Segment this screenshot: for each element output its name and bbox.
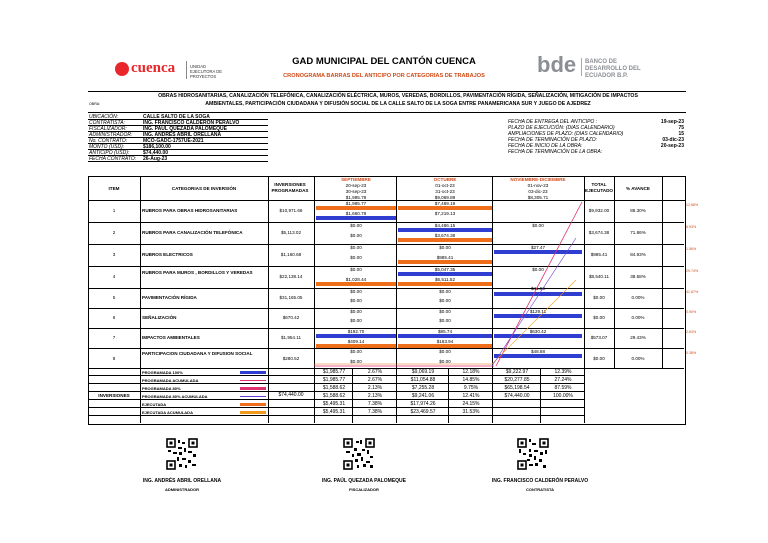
summary-sep: $1,985.77: [322, 377, 346, 383]
row-share: 1.56%: [686, 247, 697, 251]
row-share: 2.63%: [686, 330, 697, 334]
sep-executed: $0.00: [350, 255, 362, 260]
summary-sep-pct: 7.38%: [367, 409, 383, 415]
info-value: 20-sep-23: [660, 143, 684, 149]
sep-executed: $0.00: [350, 233, 362, 238]
row-investment: $1,160.68: [280, 252, 302, 257]
bde-logo-text: bde: [537, 52, 577, 77]
oct-programmed: $0.00: [439, 349, 451, 354]
legend-executed-cumulative: [240, 411, 266, 414]
qr-icon: [166, 438, 198, 470]
legend-programmed-cumulative: [240, 380, 266, 381]
summary-row-label: EJECUTADA: [142, 402, 167, 407]
info-value: ING. ANDRÉS ABRIL ORELLANA: [143, 132, 222, 138]
row-avance: 38.58%: [630, 274, 646, 279]
row-item: 1: [112, 208, 116, 213]
summary-row-label: EJECUTADA ACUMULADA: [142, 410, 193, 415]
oct-executed: $0.00: [439, 359, 451, 364]
oct-programmed: $0.00: [439, 245, 451, 250]
row-total: $9,932.00: [588, 208, 610, 213]
month-header: NOVIEMBRE-DICIEMBRE: [510, 177, 566, 182]
summary-oct: $23,469.57: [410, 409, 436, 415]
obra-label: OBRA:: [89, 102, 101, 106]
row-avance: 0.00%: [631, 315, 645, 320]
info-label: MONTO (USD):: [89, 144, 125, 150]
month-total: $8,305.71: [527, 195, 549, 200]
sep-executed: $1,028.44: [345, 277, 367, 282]
col-investment-header: INVERSIONES PROGRAMADAS: [271, 182, 309, 193]
info-value: 75: [678, 125, 684, 131]
row-category: PARTICIPACION CIUDADANA Y DIFUSION SOCIAL: [142, 351, 253, 356]
legend-programmed-80-cumulative: [240, 396, 266, 397]
summary-sep: $1,588.62: [322, 385, 346, 391]
nov-programmed: $27.47: [530, 245, 546, 250]
qr-code-fiscalizador: [343, 438, 375, 470]
logo-bde: [537, 52, 677, 81]
executed-cumulative-line-rise: [492, 280, 576, 364]
row-item: 5: [112, 295, 116, 300]
oct-programmed: $0.00: [439, 289, 451, 294]
cuenca-logo-text: cuenca: [131, 60, 176, 76]
sep-programmed: $0.00: [350, 267, 362, 272]
cuenca-unit-text: UNIDAD EJECUTORA DE PROYECTOS: [190, 64, 223, 79]
page-title: GAD MUNICIPAL DEL CANTÓN CUENCA: [292, 56, 476, 67]
summary-oct-pct: 12.18%: [462, 369, 480, 375]
info-value: 15: [678, 131, 684, 137]
sep-executed: $0.00: [350, 318, 362, 323]
summary-nov: $9,222.97: [505, 369, 529, 375]
summary-total: $74,440.00: [278, 392, 304, 398]
summary-nov: $20,277.85: [504, 377, 530, 383]
summary-oct-pct: 14.85%: [462, 377, 480, 383]
oct-programmed: $0.00: [439, 309, 451, 314]
row-share: 0.90%: [686, 310, 697, 314]
summary-oct-pct: 9.75%: [463, 385, 479, 391]
info-label: FECHA DE TERMINACIÓN DE LA OBRA:: [508, 149, 603, 155]
row-total: $0.00: [593, 295, 605, 300]
row-item: 4: [112, 274, 116, 279]
row-investment: $22,138.14: [279, 274, 303, 279]
row-avance: 0.00%: [631, 356, 645, 361]
row-category: RUBROS PARA OBRAS HIDROSANITARIAS: [142, 208, 238, 213]
row-item: 2: [112, 230, 116, 235]
oct-programmed: $5,047.35: [434, 267, 456, 272]
qr-code-administrador: [166, 438, 198, 470]
row-avance: 29.43%: [630, 335, 646, 340]
info-label: FECHA DE ENTREGA DEL ANTICIPO :: [508, 119, 598, 125]
month-range-start: 01-nov-23: [527, 183, 549, 188]
signature-name: ING. FRANCISCO CALDERÓN PERALVO: [491, 478, 589, 484]
info-label: ADMINISTRADOR:: [89, 132, 133, 138]
row-total: $0.00: [593, 315, 605, 320]
row-category: SEÑALIZACIÓN: [142, 315, 177, 320]
legend-executed: [240, 403, 266, 406]
signature-role: ADMINISTRADOR: [165, 487, 199, 492]
info-value: ING. FRANCISCO CALDERÓN PERALVO: [143, 120, 240, 126]
summary-nov-pct: 12.39%: [554, 369, 572, 375]
info-label: CONTRATISTA:: [89, 120, 125, 126]
qr-icon: [343, 438, 375, 470]
month-range-start: 01-oct-23: [435, 183, 455, 188]
programmed-cumulative-line-rise: [496, 202, 582, 366]
summary-nov: $65,198.54: [504, 385, 530, 391]
summary-sep: $1,985.77: [322, 369, 346, 375]
programmed-80-line: [492, 238, 576, 366]
info-value: 19-sep-23: [660, 119, 684, 125]
info-label: ANTICIPO (USD):: [89, 150, 130, 156]
signature-name: ING. ANDRÉS ABRIL ORELLANA: [142, 478, 222, 484]
info-value: $74,440.00: [143, 150, 169, 156]
col-item-header: ITEM: [108, 186, 120, 191]
info-label: AMPLIACIONES DE PLAZO: (DIAS CALENDARIO): [508, 131, 624, 137]
qr-icon: [517, 438, 549, 470]
sep-programmed: $0.00: [350, 223, 362, 228]
info-label: FISCALIZADOR:: [89, 126, 127, 132]
info-label: UBICACIÓN:: [89, 114, 119, 120]
oct-executed: $0.00: [439, 318, 451, 323]
sep-executed: $1,660.78: [345, 211, 367, 216]
summary-sep: $5,495.31: [322, 401, 346, 407]
month-range-start: 20-sep-23: [345, 183, 367, 188]
signature-role: FISCALIZADOR: [349, 487, 379, 492]
oct-executed: $985.41: [436, 255, 454, 260]
row-share: 12.68%: [686, 203, 699, 207]
summary-oct: $7,255.28: [411, 385, 435, 391]
row-investment: $10,971.66: [279, 208, 303, 213]
row-category: RUBROS ELECTRICOS: [142, 252, 193, 257]
summary-sep: $5,495.31: [322, 409, 346, 415]
row-share: 6.93%: [686, 225, 697, 229]
summary-oct-pct: 24.15%: [462, 401, 480, 407]
signature-name: ING. PAÚL QUEZADA PALOMEQUE: [322, 478, 406, 484]
info-label: FECHA CONTRATO:: [89, 156, 137, 162]
row-avance: 0.00%: [631, 295, 645, 300]
sep-programmed: $0.00: [350, 349, 362, 354]
row-share: 29.74%: [686, 269, 699, 273]
oct-executed: $7,219.13: [434, 211, 456, 216]
col-category-header: CATEGORIAS DE INVERSIÓN: [171, 186, 237, 191]
row-total: $8,540.11: [588, 274, 610, 279]
info-label: No. CONTRATO:: [89, 138, 128, 144]
summary-label: INVERSIONES: [98, 393, 130, 398]
summary-sep-pct: 2.13%: [367, 385, 383, 391]
summary-sep-pct: 2.67%: [367, 369, 383, 375]
summary-sep: $1,588.62: [322, 393, 346, 399]
row-investment: $31,165.05: [279, 295, 303, 300]
nov-programmed: $41.59: [530, 286, 546, 291]
summary-sep-pct: 2.67%: [367, 377, 383, 383]
sep-executed: $0.00: [350, 359, 362, 364]
sep-executed: $409.14: [347, 339, 365, 344]
summary-nov-pct: 87.59%: [554, 385, 572, 391]
row-total: $3,674.38: [588, 230, 610, 235]
sep-programmed: $1,985.77: [345, 201, 367, 206]
row-avance: 84.93%: [630, 252, 646, 257]
row-investment: $1,954.11: [280, 335, 302, 340]
summary-nov: $74,440.00: [504, 393, 530, 399]
qr-code-contratista: [517, 438, 549, 470]
legend-programmed-100: [240, 371, 266, 374]
info-value: 26-Aug-23: [143, 156, 168, 162]
month-header: SEPTIEMBRE: [341, 177, 371, 182]
row-avance: 86.30%: [630, 208, 646, 213]
row-category: RUBROS PARA CANALIZACIÓN TELEFÓNICA: [142, 230, 243, 235]
row-total: $573.07: [590, 335, 608, 340]
row-category: PAVIMENTACIÓN RÍGIDA: [142, 295, 197, 300]
summary-nov-pct: 27.24%: [554, 377, 572, 383]
info-label: PLAZO DE EJECUCIÓN: (DIAS CALENDARIO): [508, 125, 615, 131]
sep-programmed: $192.70: [347, 329, 365, 334]
row-investment: $280.52: [282, 356, 300, 361]
row-investment: $5,113.02: [280, 230, 302, 235]
nov-programmed: $48.88: [530, 349, 546, 354]
row-item: 8: [112, 356, 116, 361]
sep-executed: $0.00: [350, 298, 362, 303]
info-value: 03-dic-23: [662, 137, 684, 143]
row-investment: $670.42: [282, 315, 300, 320]
nov-programmed: $0.00: [532, 267, 544, 272]
row-category: IMPACTOS AMBIENTALES: [142, 335, 200, 340]
sep-programmed: $0.00: [350, 245, 362, 250]
month-range-end: 30-sep-23: [345, 189, 367, 194]
row-share: 0.38%: [686, 351, 697, 355]
row-avance: 71.86%: [630, 230, 646, 235]
info-label: FECHA DE INICIO DE LA OBRA:: [508, 143, 583, 149]
progress-curves: [314, 200, 586, 368]
summary-oct: $9,069.19: [411, 369, 435, 375]
oct-programmed: $85.74: [437, 329, 453, 334]
summary-oct-pct: 12.41%: [462, 393, 480, 399]
legend-programmed-80: [240, 387, 266, 390]
month-range-end: 03-dic-23: [528, 189, 548, 194]
info-label: FECHA DE TERMINACIÓN DE PLAZO:: [508, 137, 597, 143]
oct-programmed: $7,469.19: [434, 201, 456, 206]
row-item: 3: [112, 252, 116, 257]
month-total: $9,069.89: [434, 195, 456, 200]
summary-nov-pct: 100.00%: [553, 393, 573, 399]
month-header: OCTUBRE: [433, 177, 457, 182]
row-share: 41.87%: [686, 290, 699, 294]
summary-oct: $9,241.06: [411, 393, 435, 399]
summary-row-label: PROGRAMADA 100%: [142, 370, 183, 375]
obra-line-1: OBRAS HIDROSANITARIAS, CANALIZACIÓN TELEFÓNICA, CANALIZACIÓN ELÉCTRICA, MUROS, VEREDAS, BORDILLOS, PAVIMENTACIÓN RÍGIDA, SEÑALIZACIÓN, MITIGACIÓN DE IMPACTOS: [158, 93, 638, 99]
oct-executed: $6,511.52: [434, 277, 456, 282]
summary-row-label: PROGRAMADA ACUMULADA: [142, 378, 199, 383]
summary-oct-pct: 31.53%: [462, 409, 480, 415]
nov-programmed: $129.11: [529, 309, 547, 314]
summary-row-label: PROGRAMADA 80% ACUMULADA: [142, 394, 208, 399]
col-avance-header: % AVANCE: [626, 186, 650, 191]
row-item: 7: [112, 335, 116, 340]
oct-programmed: $4,486.15: [434, 223, 456, 228]
signature-role: CONTRATISTA: [525, 487, 555, 492]
info-value: CALLE SALTO DE LA SOGA: [143, 114, 210, 120]
oct-executed: $163.94: [436, 339, 454, 344]
row-item: 6: [112, 315, 116, 320]
info-value: MCO-GADC-1757UE-2021: [143, 138, 204, 144]
summary-oct: $11,054.88: [410, 377, 436, 383]
sep-programmed: $0.00: [350, 309, 362, 314]
info-value: ING. PAÚL QUEZADA PALOMEQUE: [143, 126, 227, 132]
row-category: RUBROS PARA MUROS , BORDILLOS Y VEREDAS: [142, 270, 253, 275]
summary-oct: $17,974.26: [410, 401, 436, 407]
oct-executed: $0.00: [439, 298, 451, 303]
row-total: $0.00: [593, 356, 605, 361]
row-total: $985.41: [590, 252, 608, 257]
nov-programmed: $630.42: [529, 329, 547, 334]
month-range-end: 31-oct-23: [435, 189, 455, 194]
obra-line-2: AMBIENTALES, PARTICIPACIÓN CIUDADANA Y DIFUSIÓN SOCIAL DE LA CALLE SALTO DE LA SOGA ENTRE PANAMERICANA SUR Y JUEGO DE AJEDREZ: [205, 101, 591, 107]
oct-executed: $3,674.38: [434, 233, 456, 238]
month-total: $1,985.78: [345, 195, 367, 200]
info-value: $186,100.00: [143, 144, 171, 150]
bde-name-text: BANCO DE DESARROLLO DEL ECUADOR B.P.: [585, 59, 641, 79]
summary-sep-pct: 2.13%: [367, 393, 383, 399]
page-subtitle: CRONOGRAMA BARRAS DEL ANTICIPO POR CATEGORIAS DE TRABAJOS: [283, 73, 485, 79]
summary-row-label: PROGRAMADA 80%: [142, 386, 181, 391]
nov-programmed: $0.00: [532, 223, 544, 228]
sep-programmed: $0.00: [350, 289, 362, 294]
col-total-header: TOTAL EJECUTADO: [585, 182, 613, 193]
summary-sep-pct: 7.38%: [367, 401, 383, 407]
